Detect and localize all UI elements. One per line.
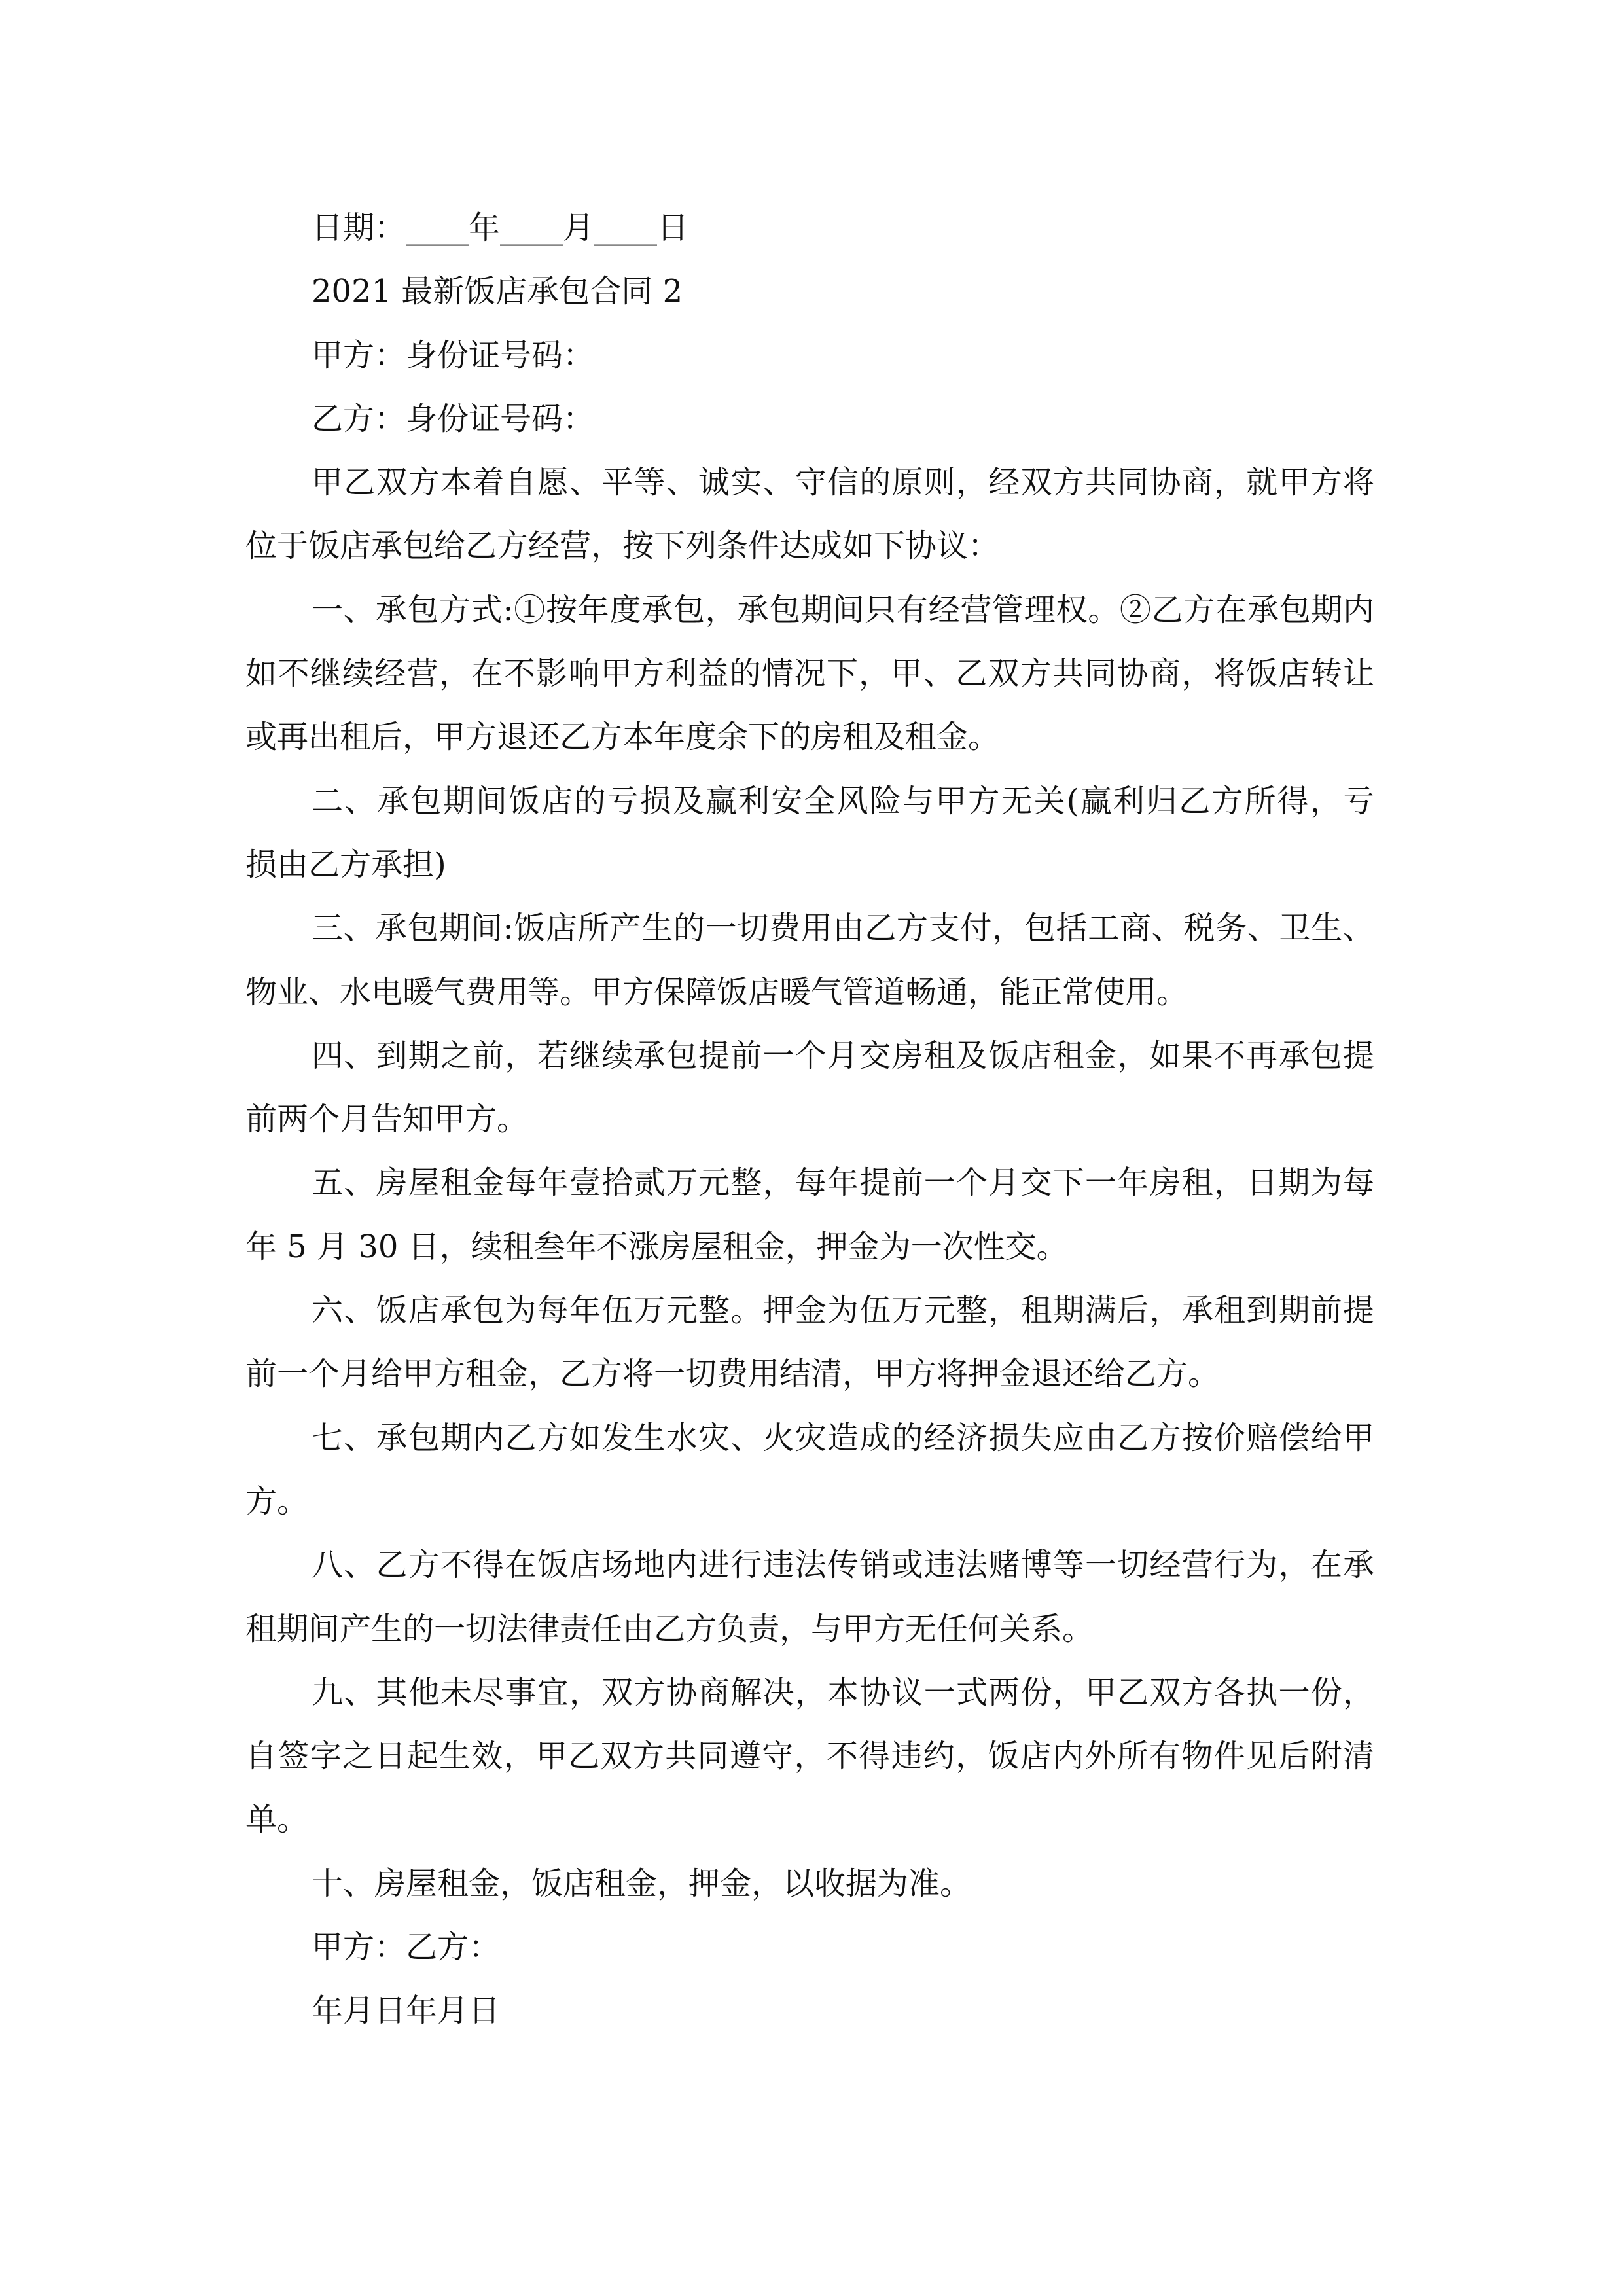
clause-1-line: 一、承包方式:①按年度承包，承包期间只有经营管理权。②乙方在承包期内 (312, 591, 1374, 628)
clause-5-line: 年 5 月 30 日，续租叁年不涨房屋租金，押金为一次性交。 (245, 1228, 1068, 1265)
clause-1-line: 或再出租后，甲方退还乙方本年度余下的房租及租金。 (245, 719, 1000, 756)
date-line: 日期：____年____月____日 (312, 209, 689, 246)
clause-9-line: 单。 (245, 1801, 309, 1839)
clause-5-line: 五、房屋租金每年壹拾贰万元整，每年提前一个月交下一年房租，日期为每 (312, 1164, 1374, 1202)
signature-dates: 年月日年月日 (312, 1992, 501, 2030)
clause-6-line: 前一个月给甲方租金，乙方将一切费用结清，甲方将押金退还给乙方。 (245, 1355, 1220, 1393)
clause-9-line: 九、其他未尽事宜，双方协商解决，本协议一式两份，甲乙双方各执一份， (312, 1674, 1374, 1711)
party-b-id-line: 乙方：身份证号码： (312, 400, 595, 437)
preamble-line: 位于饭店承包给乙方经营，按下列条件达成如下协议： (245, 528, 1000, 565)
clause-4-line: 四、到期之前，若继续承包提前一个月交房租及饭店租金，如果不再承包提 (312, 1037, 1374, 1074)
party-a-id-line: 甲方：身份证号码： (312, 336, 595, 374)
document-page (245, 196, 1374, 2043)
clause-7-line: 方。 (245, 1482, 309, 1520)
clause-3-line: 三、承包期间:饭店所产生的一切费用由乙方支付，包括工商、税务、卫生、 (312, 910, 1374, 947)
clause-3-line: 物业、水电暖气费用等。甲方保障饭店暖气管道畅通，能正常使用。 (245, 973, 1188, 1011)
clause-7-line: 七、承包期内乙方如发生水灾、火灾造成的经济损失应由乙方按价赔偿给甲 (312, 1419, 1374, 1456)
clause-10-line: 十、房屋租金，饭店租金，押金，以收据为准。 (312, 1865, 972, 1902)
clause-9-line: 自签字之日起生效，甲乙双方共同遵守，不得违约，饭店内外所有物件见后附清 (245, 1738, 1374, 1775)
clause-8-line: 租期间产生的一切法律责任由乙方负责，与甲方无任何关系。 (245, 1610, 1094, 1647)
clause-2-line: 二、承包期间饭店的亏损及赢利安全风险与甲方无关(赢利归乙方所得，亏 (312, 782, 1374, 819)
clause-4-line: 前两个月告知甲方。 (245, 1101, 529, 1138)
signature-parties: 甲方：乙方： (312, 1929, 501, 1966)
clause-1-line: 如不继续经营，在不影响甲方利益的情况下，甲、乙双方共同协商，将饭店转让 (245, 655, 1374, 692)
clause-2-line: 损由乙方承担) (245, 846, 446, 883)
clause-6-line: 六、饭店承包为每年伍万元整。押金为伍万元整，租期满后，承租到期前提 (312, 1292, 1374, 1329)
clause-8-line: 八、乙方不得在饭店场地内进行违法传销或违法赌博等一切经营行为，在承 (312, 1547, 1374, 1584)
contract-title: 2021 最新饭店承包合同 2 (312, 273, 683, 310)
preamble-line: 甲乙双方本着自愿、平等、诚实、守信的原则，经双方共同协商，就甲方将 (312, 464, 1374, 501)
